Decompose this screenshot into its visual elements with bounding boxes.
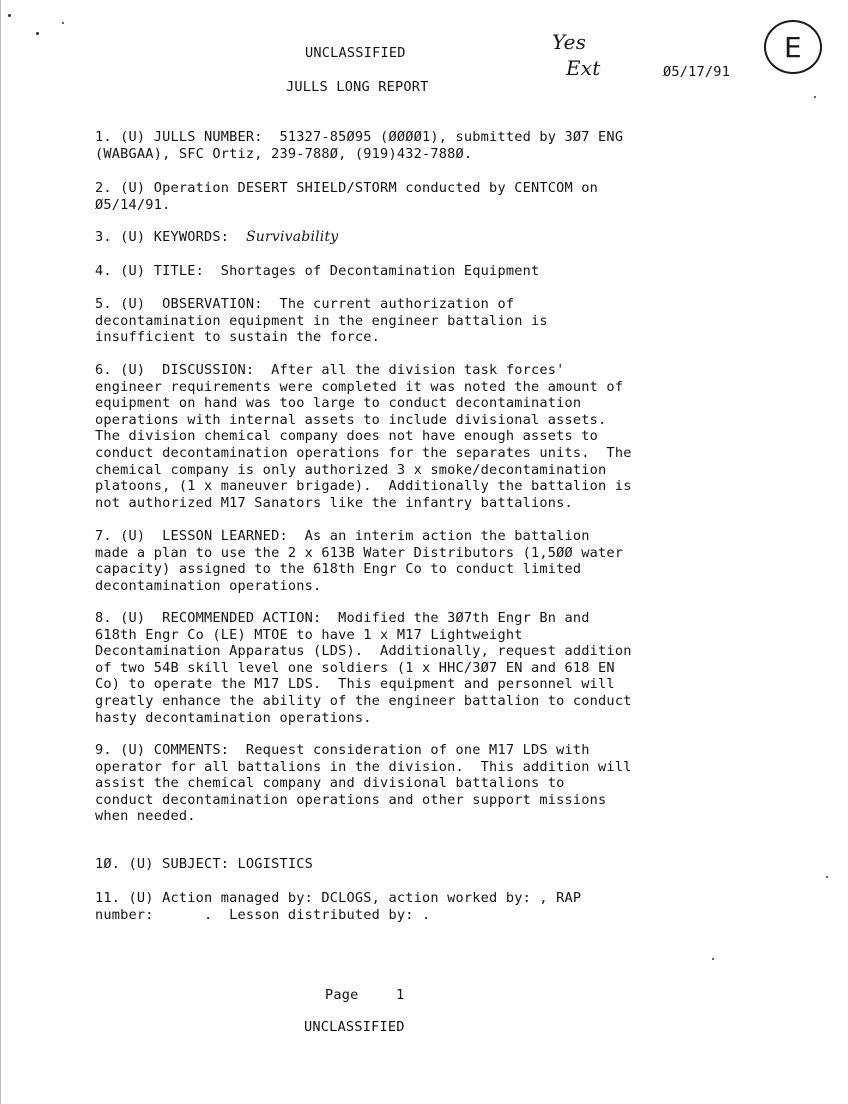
paragraph-action-managed bbox=[95, 890, 755, 923]
handwritten-keyword: Survivability bbox=[245, 229, 339, 245]
page-number: 1 bbox=[396, 987, 405, 1003]
text-line: The division chemical company does not have enough assets to bbox=[95, 428, 599, 445]
scan-speck bbox=[62, 22, 64, 24]
keywords-label: 3. (U) KEYWORDS: bbox=[95, 229, 230, 245]
scan-speck bbox=[36, 32, 39, 35]
paragraph-observation bbox=[95, 296, 755, 346]
text-line: 618th Engr Co (LE) MTOE to have 1 x M17 Lightweight bbox=[95, 626, 523, 643]
scan-speck bbox=[826, 876, 828, 878]
text-line: number: . Lesson distributed by: . bbox=[95, 906, 431, 923]
text-line: operator for all battalions in the division. This addition will bbox=[95, 758, 632, 775]
text-line: Decontamination Apparatus (LDS). Additionally, request addition bbox=[95, 643, 632, 660]
text-line: 4. (U) TITLE: Shortages of Decontamination Equipment bbox=[95, 263, 540, 279]
circled-letter bbox=[764, 20, 822, 74]
text-line: 11. (U) Action managed by: DCLOGS, action worked by: , RAP bbox=[95, 890, 582, 906]
report-date: Ø5/17/91 bbox=[663, 64, 731, 80]
text-line: 5. (U) OBSERVATION: The current authorization of bbox=[95, 296, 515, 312]
text-line: chemical company is only authorized 3 x smoke/decontamination bbox=[95, 461, 607, 478]
text-line bbox=[95, 229, 755, 246]
scan-speck bbox=[712, 958, 714, 960]
text-line: conduct decontamination operations for the separates units. The bbox=[95, 444, 632, 461]
text-line: insufficient to sustain the force. bbox=[95, 329, 381, 346]
text-line: capacity) assigned to the 618th Engr Co to conduct limited bbox=[95, 561, 582, 578]
text-line: 9. (U) COMMENTS: Request consideration of one M17 LDS with bbox=[95, 742, 590, 758]
circled-letter-text: E bbox=[784, 30, 802, 64]
text-line: 1. (U) JULLS NUMBER: 51327-85Ø95 (ØØØØ1), submitted by 3Ø7 ENG bbox=[95, 129, 624, 145]
text-line: Ø5/14/91. bbox=[95, 196, 171, 213]
scan-edge bbox=[0, 0, 1, 1104]
text-line: not authorized M17 Sanators like the infantry battalions. bbox=[95, 494, 573, 511]
scan-speck bbox=[814, 96, 816, 98]
text-line: operations with internal assets to include divisional assets. bbox=[95, 411, 607, 428]
text-line: assist the chemical company and divisional battalions to bbox=[95, 775, 565, 792]
text-line: when needed. bbox=[95, 808, 196, 825]
text-line: 6. (U) DISCUSSION: After all the division task forces' bbox=[95, 362, 565, 378]
paragraph-lesson-learned bbox=[95, 528, 755, 594]
text-line: 2. (U) Operation DESERT SHIELD/STORM conducted by CENTCOM on bbox=[95, 180, 599, 196]
paragraph-title bbox=[95, 263, 755, 280]
text-line: greatly enhance the ability of the engineer battalion to conduct bbox=[95, 692, 632, 709]
paragraph-discussion bbox=[95, 362, 755, 511]
text-line: platoons, (1 x maneuver brigade). Additionally the battalion is bbox=[95, 478, 632, 495]
text-line: made a plan to use the 2 x 613B Water Distributors (1,5ØØ water bbox=[95, 544, 624, 561]
text-line: engineer requirements were completed it was noted the amount of bbox=[95, 378, 624, 395]
classification-bottom: UNCLASSIFIED bbox=[304, 1019, 405, 1035]
paragraph-julls-number bbox=[95, 129, 755, 162]
page-label: Page bbox=[325, 987, 359, 1003]
text-line: decontamination operations. bbox=[95, 577, 322, 594]
paragraph-operation bbox=[95, 180, 755, 213]
text-line: (WABGAA), SFC Ortiz, 239-788Ø, (919)432-788Ø. bbox=[95, 145, 473, 162]
text-line: equipment on hand was too large to conduct decontamination bbox=[95, 395, 582, 412]
text-line: hasty decontamination operations. bbox=[95, 709, 372, 726]
paragraph-comments bbox=[95, 742, 755, 825]
text-line: decontamination equipment in the engineer battalion is bbox=[95, 312, 548, 329]
paragraph-subject bbox=[95, 856, 755, 873]
paragraph-recommended-action bbox=[95, 610, 755, 726]
classification-top: UNCLASSIFIED bbox=[305, 45, 406, 61]
handwritten-yes: Yes bbox=[552, 30, 587, 54]
paragraph-keywords bbox=[95, 229, 755, 246]
text-line: 7. (U) LESSON LEARNED: As an interim action the battalion bbox=[95, 528, 590, 544]
handwritten-ext: Ext bbox=[566, 56, 601, 80]
text-line: of two 54B skill level one soldiers (1 x HHC/3Ø7 EN and 618 EN bbox=[95, 659, 615, 676]
text-line: Co) to operate the M17 LDS. This equipment and personnel will bbox=[95, 676, 615, 693]
report-title: JULLS LONG REPORT bbox=[286, 79, 429, 95]
text-line: conduct decontamination operations and other support missions bbox=[95, 791, 607, 808]
text-line: 1Ø. (U) SUBJECT: LOGISTICS bbox=[95, 856, 313, 872]
scan-speck bbox=[8, 14, 11, 17]
text-line: 8. (U) RECOMMENDED ACTION: Modified the 3Ø7th Engr Bn and bbox=[95, 610, 590, 626]
